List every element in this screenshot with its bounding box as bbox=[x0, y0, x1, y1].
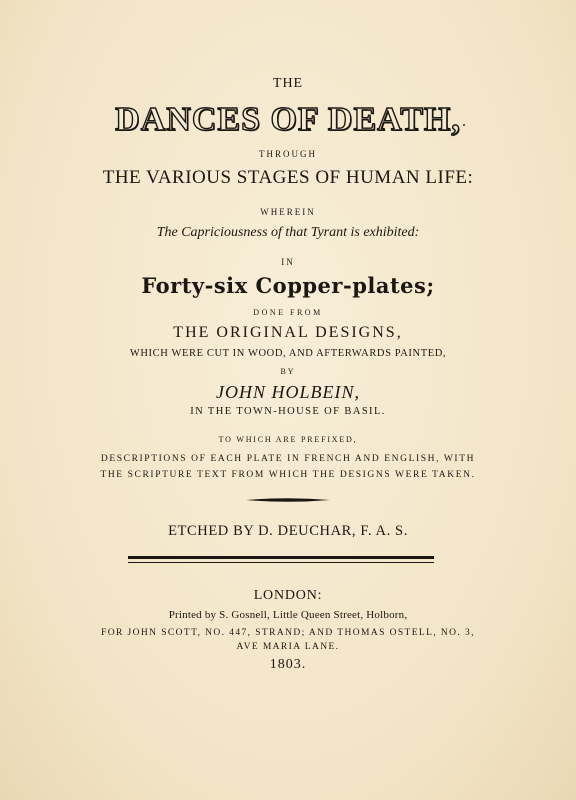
speck bbox=[463, 124, 465, 126]
subtitle-stages: THE VARIOUS STAGES OF HUMAN LIFE: bbox=[102, 167, 474, 188]
subtitle-in: IN bbox=[281, 257, 295, 267]
descriptions-line-1: DESCRIPTIONS OF EACH PLATE IN FRENCH AND ENGLISH, WITH bbox=[100, 454, 476, 464]
author-location: IN THE TOWN-HOUSE OF BASIL. bbox=[190, 406, 386, 417]
subtitle-done-from: DONE FROM bbox=[253, 308, 323, 317]
etcher-credit: ETCHED BY D. DEUCHAR, F. A. S. bbox=[168, 523, 408, 539]
descriptions-line-2: THE SCRIPTURE TEXT FROM WHICH THE DESIGNS WERE TAKEN. bbox=[100, 470, 476, 480]
subtitle-cut-in-wood: WHICH WERE CUT IN WOOD, AND AFTERWARDS PAINTED, bbox=[129, 348, 447, 359]
subtitle-through: THROUGH bbox=[259, 149, 317, 159]
imprint-publishers: FOR JOHN SCOTT, NO. 447, STRAND; AND THOMAS OSTELL, NO. 3, bbox=[101, 628, 475, 638]
subtitle-wherein: WHEREIN bbox=[260, 207, 316, 217]
author-name: JOHN HOLBEIN, bbox=[216, 382, 360, 402]
subtitle-original-designs: THE ORIGINAL DESIGNS, bbox=[173, 324, 403, 341]
imprint-address: AVE MARIA LANE. bbox=[236, 642, 340, 652]
subtitle-by: BY bbox=[280, 367, 296, 376]
prefixed-note: TO WHICH ARE PREFIXED, bbox=[218, 435, 358, 444]
thin-rule bbox=[128, 562, 434, 563]
imprint-city: LONDON: bbox=[253, 588, 323, 603]
ornamental-rule bbox=[246, 497, 330, 503]
thick-rule bbox=[128, 556, 434, 559]
imprint-year: 1803. bbox=[269, 657, 307, 672]
title-article: THE bbox=[272, 76, 304, 91]
imprint-printer: Printed by S. Gosnell, Little Queen Street, Holborn, bbox=[168, 609, 408, 621]
subtitle-capriciousness: The Capriciousness of that Tyrant is exhibited: bbox=[156, 225, 420, 240]
book-title: DANCES OF DEATH, bbox=[115, 101, 461, 138]
blackletter-copper-plates: Forty-six Copper-plates; bbox=[141, 273, 435, 298]
